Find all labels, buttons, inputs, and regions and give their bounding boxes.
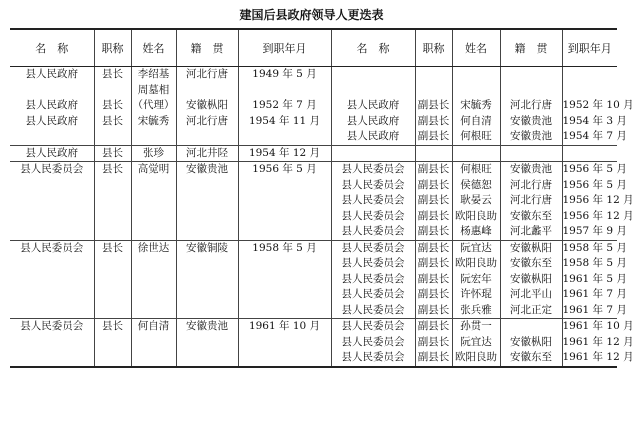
cell-text: 安徽铜陵 [186,241,228,254]
cell-text [132,193,176,209]
cell-text: 县人民政府 [25,68,78,80]
table-cell [562,145,617,162]
table-cell [10,162,94,241]
cell-text: 张珍 [143,146,164,159]
column-header: 籍 贯 [176,29,238,67]
table-cell [176,145,238,162]
cell-text: 许怀琨 [460,288,492,300]
cell-text: 县人民委员会 [341,335,405,348]
cell-text: 安徽东至 [510,209,552,222]
cell-text [95,256,131,272]
cell-text: 副县长 [417,178,450,191]
cell-text: 河北行唐 [510,99,552,111]
table-cell [94,67,131,146]
cell-text: 县人民委员会 [341,257,405,269]
cell-text [332,67,415,83]
cell-text: 副县长 [417,320,450,332]
cell-text [10,83,94,99]
cell-text: 1958 年 5 月 [562,241,627,254]
cell-text: 1961 年 12 月 [562,335,634,348]
cell-text: 县人民委员会 [341,303,405,316]
cell-text [501,83,562,99]
cell-text: 县长 [102,241,123,254]
cell-text: 副县长 [417,209,450,222]
cell-text [563,83,618,99]
column-header: 职称 [94,29,131,67]
cell-text: 县人民政府 [25,99,78,111]
cell-text: 1952 年 10 月 [562,99,634,111]
table-cell [500,162,562,241]
cell-text [177,256,238,272]
table-cell [562,319,634,367]
cell-text [10,350,94,366]
cell-text: 阮宏年 [460,272,492,285]
cell-text: 县人民政府 [346,99,400,111]
table-cell [415,162,452,241]
cell-text: 1956 年 12 月 [562,194,634,206]
cell-text: 副县长 [417,114,450,127]
cell-text [95,193,131,209]
cell-text: 何自清 [137,320,170,332]
cell-text [239,303,331,319]
cell-text [332,83,415,99]
cell-text: 1956 年 5 月 [562,163,627,175]
table-cell [331,145,415,162]
cell-text [132,303,176,319]
column-header: 名 称 [10,29,94,67]
cell-text: 1952 年 7 月 [252,99,317,111]
cell-text: 县长 [102,99,123,111]
cell-text [501,146,562,162]
cell-text: 县长 [102,68,123,80]
cell-text: 安徽贵池 [510,114,552,127]
cell-text: 县人民政府 [25,146,78,159]
table-row-group [10,162,617,241]
cell-text: 阮宜达 [460,241,492,254]
cell-text [501,67,562,83]
cell-text: 安徽枞阳 [510,272,552,285]
column-header: 姓名 [131,29,176,67]
cell-text: 欧阳良助 [455,351,497,363]
cell-text [132,350,176,366]
cell-text: 河北行唐 [510,194,552,206]
table-cell [94,240,131,319]
cell-text: 1954 年 12 月 [248,146,321,159]
table-cell [331,240,415,319]
cell-text: 孙贯一 [460,320,492,332]
cell-text [10,256,94,272]
cell-text: 副县长 [417,272,450,285]
cell-text [416,146,452,162]
cell-text: 宋毓秀 [137,114,170,127]
table-cell [562,240,627,319]
table-cell [415,319,452,367]
cell-text [239,272,331,288]
cell-text: 副县长 [417,351,450,363]
cell-text [10,303,94,319]
cell-text: 1954 年 11 月 [248,114,321,127]
cell-text: 县人民委员会 [341,194,405,206]
column-header: 名 称 [331,29,415,67]
table-cell [238,145,331,162]
cell-text: 县人民委员会 [341,320,405,332]
cell-text: 县人民委员会 [341,351,405,363]
cell-text [501,319,562,335]
cell-text: 河北行唐 [186,114,228,127]
cell-text: 1958 年 5 月 [562,257,627,269]
table-cell [331,67,415,146]
cell-text [95,350,131,366]
cell-text: 县人民委员会 [341,163,405,175]
table-cell [452,67,500,146]
cell-text: 县长 [102,114,123,127]
table-cell [452,145,500,162]
cell-text [177,129,238,145]
cell-text [95,178,131,194]
cell-text: 河北平山 [510,288,552,300]
cell-text: 安徽东至 [510,351,552,363]
table-cell [415,240,452,319]
cell-text [10,335,94,351]
table-row-group [10,145,617,162]
cell-text: 河北井陉 [186,146,228,159]
cell-text: 县人民委员会 [20,320,84,332]
cell-text [132,335,176,351]
cell-text [177,224,238,240]
cell-text: 1954 年 7 月 [562,130,627,142]
column-header: 到职年月 [562,29,617,67]
table-cell [500,67,562,146]
table-cell [94,319,131,367]
cell-text [453,83,500,99]
cell-text [10,193,94,209]
cell-text: 张兵雅 [460,303,492,316]
cell-text [239,129,331,145]
cell-text [10,224,94,240]
cell-text [332,146,415,162]
cell-text: 1957 年 9 月 [562,225,627,237]
cell-text: 1956 年 5 月 [562,178,627,191]
cell-text [95,129,131,145]
cell-text: 安徽贵池 [510,130,552,142]
cell-text: 安徽枞阳 [510,241,552,254]
table-cell [10,240,94,319]
cell-text [95,83,131,99]
cell-text [239,178,331,194]
table-cell [452,319,500,367]
cell-text [95,209,131,225]
table-cell [131,240,176,319]
cell-text: 何根旺 [460,130,492,142]
cell-text [239,83,331,99]
table-cell [176,319,238,367]
cell-text: 县人民政府 [25,114,78,127]
cell-text: 副县长 [417,257,450,269]
table-cell [562,67,634,146]
cell-text [239,335,331,351]
cell-text [132,256,176,272]
cell-text: 河北行唐 [186,68,228,80]
cell-text: 县人民委员会 [341,272,405,285]
cell-text: 1961 年 7 月 [562,303,627,316]
cell-text: 1961 年 12 月 [562,351,634,363]
cell-text: 副县长 [417,225,450,237]
cell-text: 副县长 [417,194,450,206]
cell-text: 宋毓秀 [460,99,492,111]
leaders-table [10,28,634,368]
cell-text [10,272,94,288]
column-header: 姓名 [452,29,500,67]
table-cell [94,145,131,162]
table-cell [176,67,238,146]
cell-text [453,146,500,162]
table-cell [176,240,238,319]
cell-text: 周墓相 [137,83,170,96]
column-header: 职称 [415,29,452,67]
cell-text: 安徽贵池 [510,163,552,175]
cell-text: 县人民委员会 [341,209,405,222]
cell-text: 1961 年 10 月 [248,320,321,332]
cell-text [10,129,94,145]
cell-text [177,350,238,366]
cell-text: 李绍基 [137,68,170,80]
cell-text: 县长 [102,163,123,175]
cell-text: 1958 年 5 月 [252,241,317,254]
table-cell [500,240,562,319]
table-row-group [10,240,617,319]
cell-text: 欧阳良助 [455,209,497,222]
cell-text: 县人民政府 [346,114,400,127]
cell-text: 安徽贵池 [186,163,228,175]
cell-text: 1961 年 10 月 [562,320,634,332]
cell-text [132,209,176,225]
cell-text: （代理） [132,99,175,111]
cell-text [177,178,238,194]
table-row-group [10,67,617,146]
cell-text: 安徽枞阳 [510,335,552,348]
cell-text: 1961 年 5 月 [562,272,627,285]
cell-text: 何根旺 [460,163,492,175]
table-cell [500,145,562,162]
table-cell [10,67,94,146]
table-cell [176,162,238,241]
table-cell [238,240,331,319]
cell-text: 耿晏云 [460,194,492,206]
table-cell [131,162,176,241]
cell-text [132,272,176,288]
cell-text [95,303,131,319]
table-cell [238,319,331,367]
cell-text [95,272,131,288]
table-cell [452,240,500,319]
table-cell [562,162,634,241]
table-cell [10,145,94,162]
table-cell [238,67,331,146]
table-cell [131,67,176,146]
cell-text: 县人民委员会 [341,178,405,191]
cell-text: 副县长 [417,99,450,111]
cell-text: 县长 [102,146,123,159]
cell-text: 1956 年 5 月 [252,163,317,175]
cell-text: 县人民委员会 [20,241,84,254]
cell-text: 安徽枞阳 [186,99,228,111]
cell-text: 徐世达 [137,241,170,254]
cell-text [177,335,238,351]
cell-text [563,146,618,162]
cell-text [416,83,452,99]
cell-text: 县人民政府 [346,130,400,142]
cell-text [132,129,176,145]
cell-text: 河北蠡平 [510,225,552,237]
cell-text [95,224,131,240]
cell-text [177,287,238,303]
table-cell [331,319,415,367]
table-cell [94,162,131,241]
cell-text: 何自清 [460,114,492,127]
cell-text: 1949 年 5 月 [252,68,317,80]
cell-text: 河北正定 [510,303,552,316]
cell-text: 欧阳良助 [455,257,497,269]
cell-text: 安徽贵池 [186,320,228,332]
cell-text: 副县长 [417,288,450,300]
cell-text: 副县长 [417,241,450,254]
cell-text [132,224,176,240]
cell-text [95,287,131,303]
cell-text: 1954 年 3 月 [562,114,627,127]
table-cell [500,319,562,367]
cell-text [95,335,131,351]
cell-text [132,178,176,194]
cell-text [10,209,94,225]
cell-text [10,178,94,194]
cell-text: 安徽东至 [510,257,552,269]
cell-text: 1961 年 7 月 [562,288,627,300]
table-cell [10,319,94,367]
cell-text [416,67,452,83]
cell-text [177,272,238,288]
cell-text: 县人民委员会 [341,241,405,254]
cell-text [132,287,176,303]
cell-text [239,256,331,272]
cell-text: 杨惠峰 [460,225,492,237]
cell-text [239,224,331,240]
cell-text: 县人民委员会 [341,288,405,300]
cell-text: 1956 年 12 月 [562,209,634,222]
table-cell [238,162,331,241]
cell-text [177,193,238,209]
cell-text [453,67,500,83]
cell-text: 副县长 [417,130,450,142]
cell-text [177,209,238,225]
table-title: 建国后县政府领导人更迭表 [239,8,384,22]
table-cell [131,319,176,367]
cell-text: 副县长 [417,303,450,316]
cell-text [10,287,94,303]
table-cell [415,67,452,146]
table-cell [131,145,176,162]
cell-text: 阮宜达 [460,335,492,348]
cell-text: 高觉明 [137,163,170,175]
cell-text: 副县长 [417,163,450,175]
cell-text [239,287,331,303]
cell-text: 县人民委员会 [341,225,405,237]
table-cell [331,162,415,241]
cell-text [177,83,238,99]
cell-text: 河北行唐 [510,178,552,191]
cell-text [239,193,331,209]
table-cell [452,162,500,241]
cell-text [563,67,618,83]
cell-text [177,303,238,319]
cell-text: 县人民委员会 [20,163,84,175]
table-row-group [10,319,617,367]
cell-text [239,209,331,225]
cell-text [239,350,331,366]
cell-text: 副县长 [417,335,450,348]
column-header: 到职年月 [238,29,331,67]
column-header: 籍 贯 [500,29,562,67]
cell-text: 侯德恕 [460,178,492,191]
cell-text: 县长 [102,320,123,332]
header-row [10,29,617,67]
table-cell [415,145,452,162]
